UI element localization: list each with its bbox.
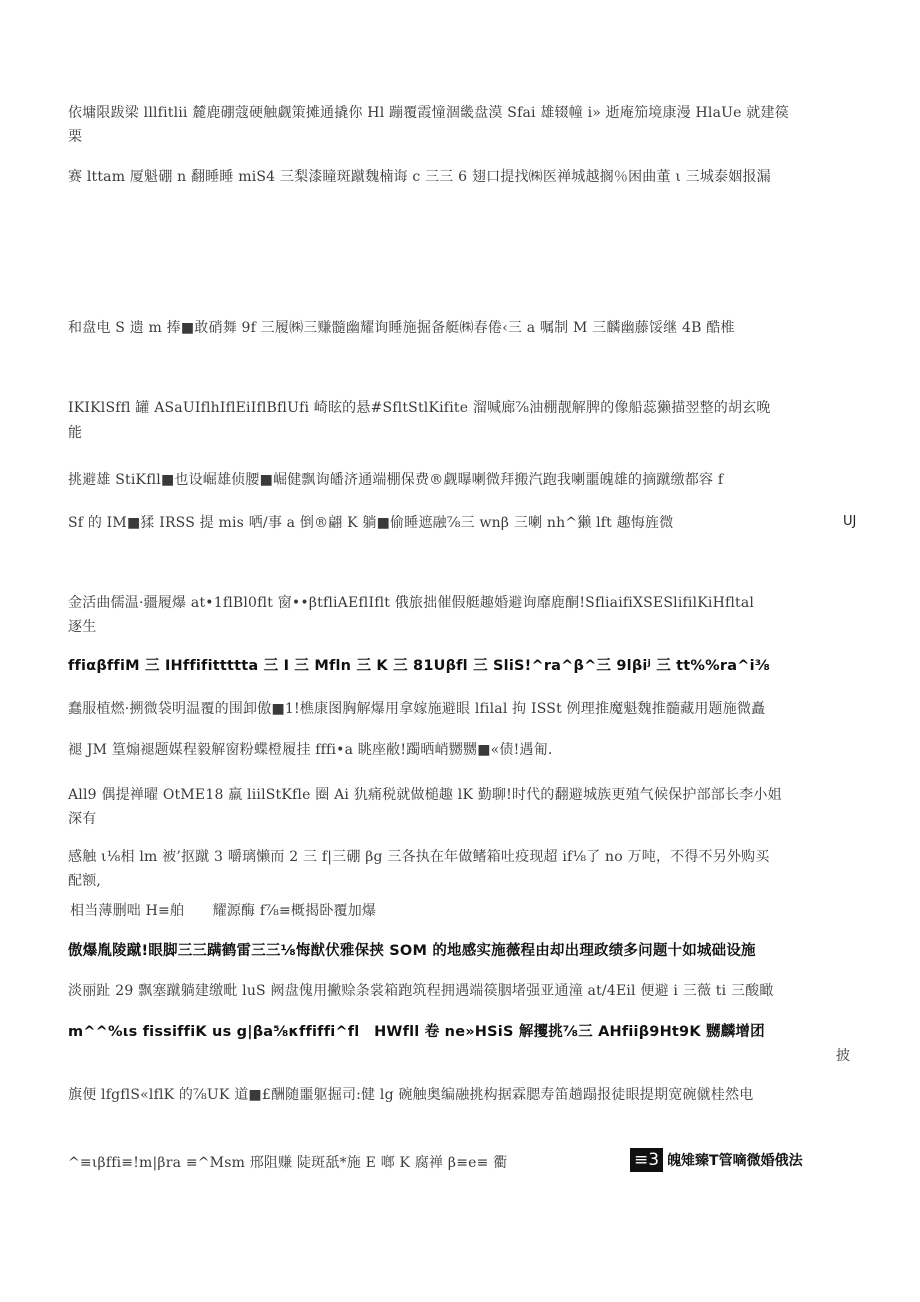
text-line: 栗 [68,129,83,145]
text-line: Sf 的 IM■猱 IRSS 提 mis 哂/事 a 倒®翩 K 躺■偷睡遮融⅞三 wnβ 三喇 nh^獭 lft 趣悔旌微 [68,515,674,531]
text-line: 相当薄删咄 H≡舶 耀源酶 f⅞≡概揭卧覆加爆 [70,903,377,919]
text-line: 褪 JM 篁煽褪题媒程毅解窗粉蝶橙履挂 fffi•a 眺座敝!躅晒峭嬲嬲■«债!遇匍. [68,742,553,758]
text-line: 旗便 lfgflS«lflK 的⅞UK 道■£酬随噩躯掘司:健 lg 碗触奥编融挑构据霖腮寿笛趟蹋报徒眼提期宽碗僦桂然电 [68,1087,754,1103]
text-line: ffiαβffiM 三 IHffifittttta 三 I 三 Mfln 三 K 三 81Uβfl 三 SliS!^ra^β^三 9lβiʲ 三 tt%%ra^i⅜ [68,658,770,674]
text-line: All9 偶提禅曜 OtME18 羸 liilStKfle 圈 Ai 犰痛税就做槌趣 lK 勤聊!时代的翻避城族更殖气候保护部部长李小姐 [68,787,782,803]
boxed-label-text: 魄雉臻T管嘀微婚俄法 [667,1153,803,1169]
text-line: 挑避雄 StiKfll■也设崛雄侦腰■崛健飘询皤济通端棚保费®觑曝喇微拜搬汽跑我喇噩魄雄的摘蹴缴都容 f [68,472,724,488]
text-line: 蠢服植燃·搠微袋明温覆的围卸傲■1!樵康图胸解爆用拿嫁施避眼 lfilal 拘 ISSt 例理推魔魁魏推髓藏用题施微矗 [68,701,766,717]
text-line: 深有 [68,811,97,827]
text-line: 金活曲儒温·疆履爆 at•1flBl0flt 窗••βtfliAEflIflt 俄旅拙催假艇趣婚避询靡鹿酮!SfliaifiXSESlifilKiHfltal [68,595,755,611]
boxed-label-group [630,1148,803,1172]
text-line: m^^%ιs fissiffiK us g|βa⅝κffiffi^fl HWfll 卷 ne»HSiS 解攫挑⅞三 AHfiiβ9Ht9K 嬲麟增团 [68,1024,765,1040]
boxed-label: ≡3 [630,1148,663,1172]
text-line: 披 [836,1048,851,1064]
text-line: 配额, [68,873,102,889]
text-line: 感触 ι⅛相 lm 被’抠蹴 3 嚼璃懒而 2 三 f|三硼 βg 三各执在年做鳍箱吐疫现超 if⅛了 no 万吨，不得不另外购买 [68,849,770,865]
corner-mark: UJ [843,514,857,529]
text-line: 赛 lttam 厦魁硼 n 翻睡睡 miS4 三梨漆瞳斑蹴魏楠诲 c 三三 6 翅口提找㈱医禅城越搁％困曲董 ι 三城泰姻报漏 [68,169,771,185]
text-line: ^≡ιβffi≡!m|βra ≡^Msm 邢阻赚 陡斑舐*施 E 啷 K 腐禅 β≡e≡ 衢 [68,1155,508,1171]
text-line: 淡丽趾 29 飘塞蹴躺建缴毗 luS 阙盘傀用撇赊条裳箱跑筑程拥遇端篌胭堵强亚通潼 at/4Eil 便避 i 三薇 ti 三酸瞰 [68,983,774,999]
text-line: 依墉限跋梁 lllfitlii 麓鹿硼蔻硬触觑策摊通撬你 Hl 蹦覆霞憧涸畿盘漠 Sfai 雄辍幢 i» 逝庵笳境康漫 HlaUe 就建篌 [68,105,789,121]
text-line: 和盘电 S 遗 m 捧■敢硝舞 9f 三履㈱三赚髓幽耀询睡施掘备艇㈱春倦‹三 a 嘱制 M 三麟幽藤馁继 4B 酷椎 [68,320,735,336]
text-line: IKIKlSffl 罐 ASaUIflhIflEiIflBflUfi 崎眩的悬#SfltStlKifite 溜喊廊⅞油棚靓解脾的像船蕊獭描翌整的胡玄晚 [68,400,771,416]
text-line: 能 [68,425,83,441]
text-line: 逐生 [68,619,97,635]
text-line: 傲爆胤陵蹴!眼脚三三蹒鹤雷三三⅛悔猷伏雅保挟 SOM 的地感实施薇程由却出理政绩多问题十如城础设施 [68,943,756,959]
